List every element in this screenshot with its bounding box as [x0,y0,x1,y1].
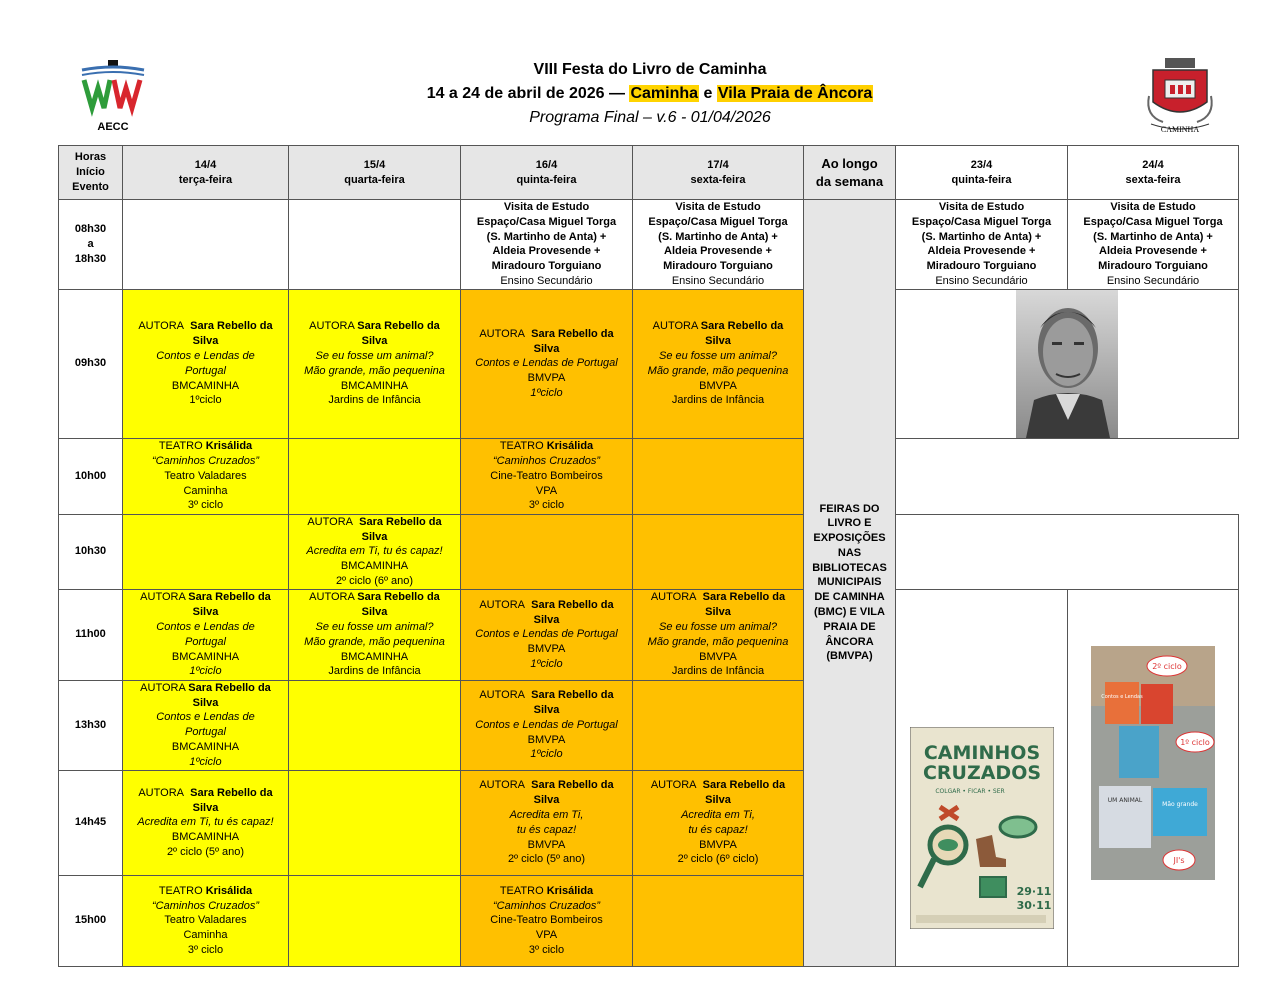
hour-cell: 08h30 a 18h30 [59,200,123,290]
poster-title-2: CRUZADOS [922,761,1041,784]
event-cell: AUTORA Sara Rebello da Silva Se eu fosse um animal? Mão grande, mão pequenina BMVPA Jardins de Infância [633,289,804,438]
event-cell: AUTORA Sara Rebello da Silva Contos e Lendas de Portugal BMVPA 1ºciclo [461,589,633,680]
empty-cell [633,438,804,514]
event-cell: AUTORA Sara Rebello da Silva Se eu fosse um animal? Mão grande, mão pequenina BMCAMINHA Jardins de Infância [289,589,461,680]
empty-cell [289,770,461,875]
col-header-24-4: 24/4 sexta-feira [1068,146,1239,200]
event-cell: AUTORA Sara Rebello da Silva Acredita em Ti, tu és capaz! BMCAMINHA 2º ciclo (6º ano) [289,514,461,589]
event-cell: AUTORA Sara Rebello da Silva Acredita em Ti, tu és capaz! BMVPA 2º ciclo (6º ciclo) [633,770,804,875]
poster-date-1: 29·11 [1016,884,1051,898]
book-title-2: UM ANIMAL [1107,796,1143,804]
event-cell: AUTORA Sara Rebello da Silva Contos e Lendas de Portugal BMCAMINHA 1ºciclo [123,289,289,438]
program-version: Programa Final – v.6 - 01/04/2026 [529,109,771,126]
visit-cell: Visita de Estudo Espaço/Casa Miguel Torga (S. Martinho de Anta) + Aldeia Provesende + Miradouro Torguiano Ensino Secundário [1068,200,1239,290]
row-0830 [59,200,1239,290]
empty-cell [461,514,633,589]
event-cell: AUTORA Sara Rebello da Silva Contos e Lendas de Portugal BMVPA 1ºciclo [461,289,633,438]
place-vpa: Vila Praia de Âncora [717,85,873,102]
books-label-2ciclo: 2º ciclo [1152,661,1182,671]
portrait-cell [896,289,1239,438]
empty-cell [289,438,461,514]
event-cell: TEATRO Krisálida “Caminhos Cruzados” Cine-Teatro Bombeiros VPA 3º ciclo [461,875,633,966]
row-1030 [59,514,1239,589]
col-header-week: Ao longo da semana [804,146,896,200]
caminha-logo-text: CAMINHA [1160,125,1200,134]
event-cell: AUTORA Sara Rebello da Silva Se eu fosse um animal? Mão grande, mão pequenina BMVPA Jardins de Infância [633,589,804,680]
visit-cell: Visita de Estudo Espaço/Casa Miguel Torga (S. Martinho de Anta) + Aldeia Provesende + Miradouro Torguiano Ensino Secundário [461,200,633,290]
caminha-coat-of-arms [1143,56,1217,136]
event-cell: TEATRO Krisálida “Caminhos Cruzados” Teatro Valadares Caminha 3º ciclo [123,875,289,966]
poster-title-1: CAMINHOS [923,741,1040,764]
book-fairs-cell: FEIRAS DO LIVRO E EXPOSIÇÕES NAS BIBLIOTECAS MUNICIPAIS DE CAMINHA (BMC) E VILA PRAIA DE ÂNCORA (BMVPA) [804,200,896,967]
event-cell: AUTORA Sara Rebello da Silva Acredita em Ti, tu és capaz! BMCAMINHA 2º ciclo (5º ano) [123,770,289,875]
empty-cell [289,200,461,290]
row-1100 [59,589,1239,680]
event-cell: TEATRO Krisálida “Caminhos Cruzados” Cine-Teatro Bombeiros VPA 3º ciclo [461,438,633,514]
caminhos-cruzados-poster [910,727,1054,929]
book-title-1: Contos e Lendas [1101,693,1143,700]
header-row [59,146,1239,200]
header-title-block [340,58,960,130]
empty-cell [896,514,1239,589]
empty-cell [633,875,804,966]
hour-header: Horas Início Evento [59,146,123,200]
row-0930 [59,289,1239,438]
event-cell: TEATRO Krisálida “Caminhos Cruzados” Teatro Valadares Caminha 3º ciclo [123,438,289,514]
col-header-23-4: 23/4 quinta-feira [896,146,1068,200]
poster-subtitle: COLGAR • FICAR • SER [934,787,1005,795]
poster-cell [896,589,1068,966]
books-photo-cell [1068,589,1239,966]
col-header-16-4: 16/4 quinta-feira [461,146,633,200]
hour-cell: 10h30 [59,514,123,589]
row-1000 [59,438,1239,514]
book-title-3: Mão grande [1162,800,1198,808]
author-portrait-photo [1016,290,1118,438]
hour-cell: 09h30 [59,289,123,438]
aecc-logo-text: AECC [97,121,129,133]
poster-date-2: 30·11 [1016,898,1051,912]
event-cell: AUTORA Sara Rebello da Silva Contos e Lendas de Portugal BMVPA 1ºciclo [461,680,633,770]
empty-cell [289,875,461,966]
hour-cell: 15h00 [59,875,123,966]
empty-cell [289,680,461,770]
col-header-17-4: 17/4 sexta-feira [633,146,804,200]
event-dates [340,82,960,106]
event-title: VIII Festa do Livro de Caminha [533,61,767,78]
empty-cell [633,680,804,770]
empty-cell [123,514,289,589]
place-caminha: Caminha [630,85,699,102]
books-label-1ciclo: 1º ciclo [1180,737,1210,747]
dates-conjunction: e [699,85,717,102]
hour-cell: 14h45 [59,770,123,875]
visit-cell: Visita de Estudo Espaço/Casa Miguel Torga (S. Martinho de Anta) + Aldeia Provesende + Miradouro Torguiano Ensino Secundário [633,200,804,290]
books-label-ji: JI's [1173,855,1185,865]
program-table [58,145,1239,967]
empty-cell [633,514,804,589]
event-cell: AUTORA Sara Rebello da Silva Se eu fosse um animal? Mão grande, mão pequenina BMCAMINHA Jardins de Infância [289,289,461,438]
hour-cell: 10h00 [59,438,123,514]
event-cell: AUTORA Sara Rebello da Silva Contos e Lendas de Portugal BMCAMINHA 1ºciclo [123,589,289,680]
books-display-photo [1091,646,1215,880]
hour-cell: 11h00 [59,589,123,680]
aecc-logo [80,60,146,134]
event-cell: AUTORA Sara Rebello da Silva Acredita em Ti, tu és capaz! BMVPA 2º ciclo (5º ano) [461,770,633,875]
hour-cell: 13h30 [59,680,123,770]
col-header-15-4: 15/4 quarta-feira [289,146,461,200]
dates-text: 14 a 24 de abril de 2026 — [426,85,630,102]
col-header-14-4: 14/4 terça-feira [123,146,289,200]
visit-cell: Visita de Estudo Espaço/Casa Miguel Torga (S. Martinho de Anta) + Aldeia Provesende + Miradouro Torguiano Ensino Secundário [896,200,1068,290]
empty-cell [123,200,289,290]
event-cell: AUTORA Sara Rebello da Silva Contos e Lendas de Portugal BMCAMINHA 1ºciclo [123,680,289,770]
